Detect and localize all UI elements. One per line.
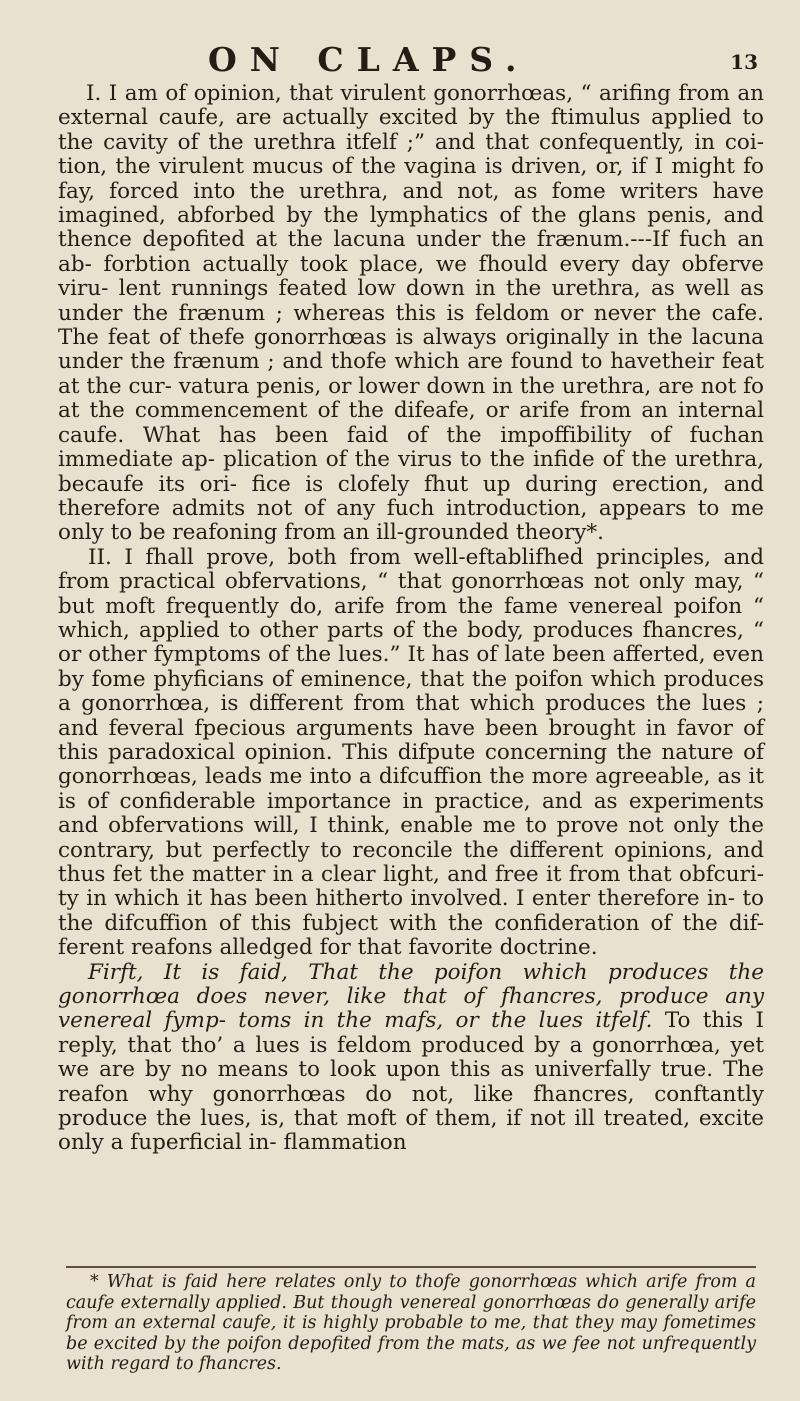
page-number: 13 <box>730 50 758 74</box>
body-text <box>58 82 764 1156</box>
paragraph-3-rest: To this I reply, that tho’ a lues is feldom produced by a gonorrhœa, yet we are by no means to look upon this as univerfally true. The reafon why gonorrhœas do not, like fhancres, conftantly produce the lues, is, that moft of them, if not ill treated, excite only a fuperficial in- flammation <box>58 1008 764 1156</box>
footnote: * What is faid here relates only to thofe gonorrhœas which arife from a caufe externally applied. But though venereal gonorrhœas do generally arife from an external caufe, it is highly probable to me, that they may fometimes be excited by the poifon depofited from the mats, as we fee not unfrequently with regard to fhancres. <box>66 1272 756 1374</box>
running-head <box>58 40 764 80</box>
paragraph-1: I. I am of opinion, that virulent gonorrhœas, “ arifing from an external caufe, are actually excited by the ftimulus applied to the cavity of the urethra itfelf ;” and that confequently, in coi- tion, the virulent mucus of the vagina is driven, or, if I might fo fay, forced into the urethra, and not, as fome writers have imagined, abforbed by the lymphatics of the glans penis, and thence depofited at the lacuna under the frænum.---If fuch an ab- forbtion actually took place, we fhould every day obferve viru- lent runnings feated low down in the urethra, as well as under the frænum ; whereas this is feldom or never the cafe. The feat of thefe gonorrhœas is always originally in the lacuna under the frænum ; and thofe which are found to havetheir feat at the cur- vatura penis, or lower down in the urethra, are not fo at the commencement of the difeafe, or arife from an internal caufe. What has been faid of the impoffibility of fuchan immediate ap- plication of the virus to the infide of the urethra, becaufe its ori- fice is clofely fhut up during erection, and therefore admits not of any fuch introduction, appears to me only to be reafoning from an ill-grounded theory*. <box>58 81 764 546</box>
running-head-title: ON CLAPS. <box>208 40 530 79</box>
paragraph-2: II. I fhall prove, both from well-eftablifhed principles, and from practical obfervations, “ that gonorrhœas not only may, “ but moft frequently do, arife from the fame venereal poifon “ which, applied to other parts of the body, produces fhancres, “ or other fymptoms of the lues.” It has of late been afferted, even by fome phyficians of eminence, that the poifon which produces a gonorrhœa, is different from that which produces the lues ; and feveral fpecious arguments have been brought in favor of this paradoxical opinion. This difpute concerning the nature of gonorrhœas, leads me into a difcuffion the more agreeable, as it is of confiderable importance in practice, and as experiments and obfervations will, I think, enable me to prove not only the contrary, but perfectly to reconcile the different opinions, and thus fet the matter in a clear light, and free it from that obfcuri- ty in which it has been hitherto involved. I enter therefore in- to the difcuffion of this fubject with the confideration of the dif- ferent reafons alledged for that favorite doctrine. <box>58 544 764 961</box>
paragraph-3-lead: Firft, It is faid, <box>88 959 309 985</box>
paragraph-3-quote: That the poifon which produces the gonorrhœa does never, like that of fhancres, produce any venereal fymp- toms in the mafs, or the lues itfelf. <box>58 959 764 1034</box>
footnote-rule <box>66 1266 756 1268</box>
book-page <box>58 0 764 1401</box>
paragraph-3 <box>58 961 764 1156</box>
